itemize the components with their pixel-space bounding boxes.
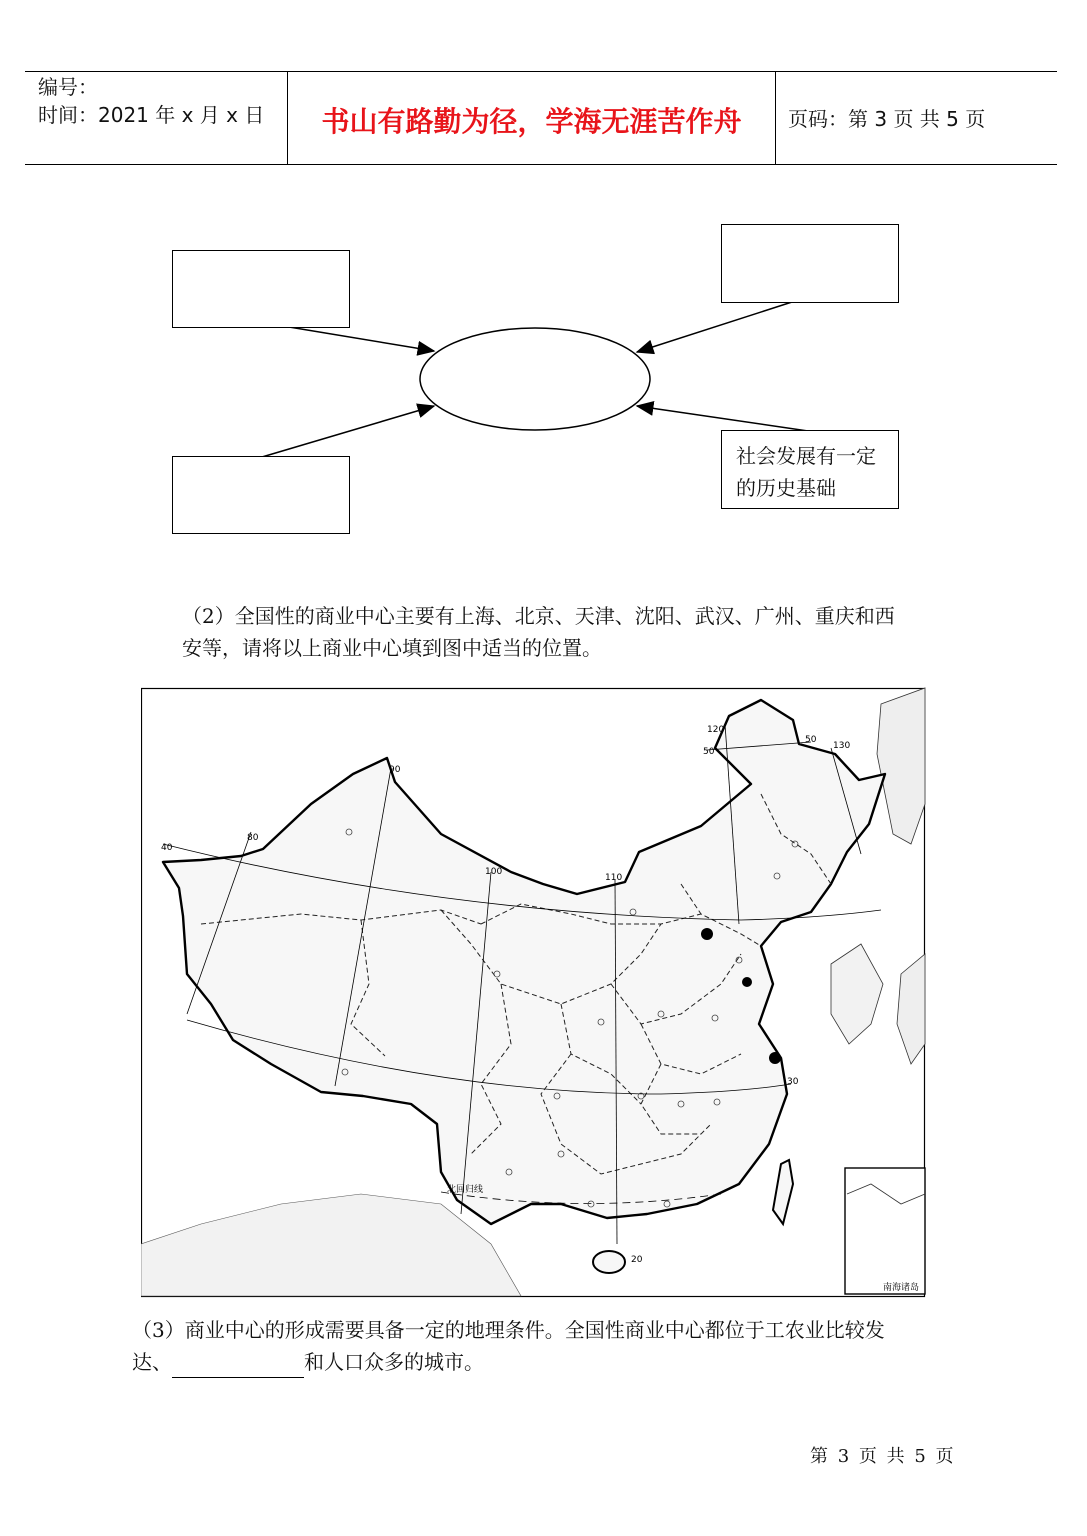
diagram-box-top-left[interactable] <box>172 250 350 328</box>
diagram-box-top-right[interactable] <box>721 224 899 303</box>
map-label-lat-20: 20 <box>631 1255 643 1265</box>
map-label-lat-30: 30 <box>787 1077 799 1087</box>
center-oval <box>420 328 650 430</box>
map-label-lat-50-left: 50 <box>703 747 715 757</box>
page-info: 页码：第 3 页 共 5 页 <box>788 107 986 131</box>
map-label-lon-80: 80 <box>247 833 259 843</box>
arrow-bottom-right <box>637 406 808 431</box>
question3-line2-before: 达、 <box>132 1350 172 1374</box>
city-marker-tianjin <box>742 977 752 987</box>
history-basis-text: 社会发展有一定的历史基础 <box>736 444 876 500</box>
diagram-box-bottom-left[interactable] <box>172 456 350 534</box>
diagram-box-bottom-right <box>721 430 899 509</box>
map-label-lon-130: 130 <box>833 741 851 751</box>
time-label: 时间：2021 年 x 月 x 日 <box>38 103 265 127</box>
city-marker-shanghai <box>769 1052 781 1064</box>
number-label: 编号： <box>38 75 98 99</box>
map-inset-frame <box>845 1168 925 1294</box>
china-map <box>141 684 927 1298</box>
arrow-top-left <box>283 326 434 351</box>
question3-line2-after: 和人口众多的城市。 <box>304 1350 484 1374</box>
map-label-lon-110: 110 <box>605 873 623 883</box>
map-label-lat-50-right: 50 <box>805 735 817 745</box>
map-label-lon-90: 90 <box>389 765 401 775</box>
question3-line1: （3）商业中心的形成需要具备一定的地理条件。全国性商业中心都位于工农业比较发 <box>132 1318 885 1342</box>
arrow-top-right <box>637 302 792 352</box>
diagram-arrows <box>0 0 1087 560</box>
question3-line2 <box>132 1346 484 1378</box>
city-marker-beijing <box>701 928 713 940</box>
map-hainan <box>593 1251 625 1273</box>
map-label-tropic: 北回归线 <box>447 1185 484 1195</box>
arrow-bottom-left <box>262 406 434 457</box>
map-label-lon-120: 120 <box>707 725 725 735</box>
map-label-lon-100: 100 <box>485 867 503 877</box>
map-label-lat-40: 40 <box>161 843 173 853</box>
question2-line2: 安等，请将以上商业中心填到图中适当的位置。 <box>182 636 602 660</box>
page-footer: 第 3 页 共 5 页 <box>810 1446 956 1467</box>
motto-title: 书山有路勤为径，学海无涯苦作舟 <box>321 105 742 138</box>
map-label-inset: 南海诸岛 <box>883 1283 920 1293</box>
answer-blank[interactable] <box>172 1355 304 1378</box>
question2-line1: （2）全国性的商业中心主要有上海、北京、天津、沈阳、武汉、广州、重庆和西 <box>182 604 895 628</box>
